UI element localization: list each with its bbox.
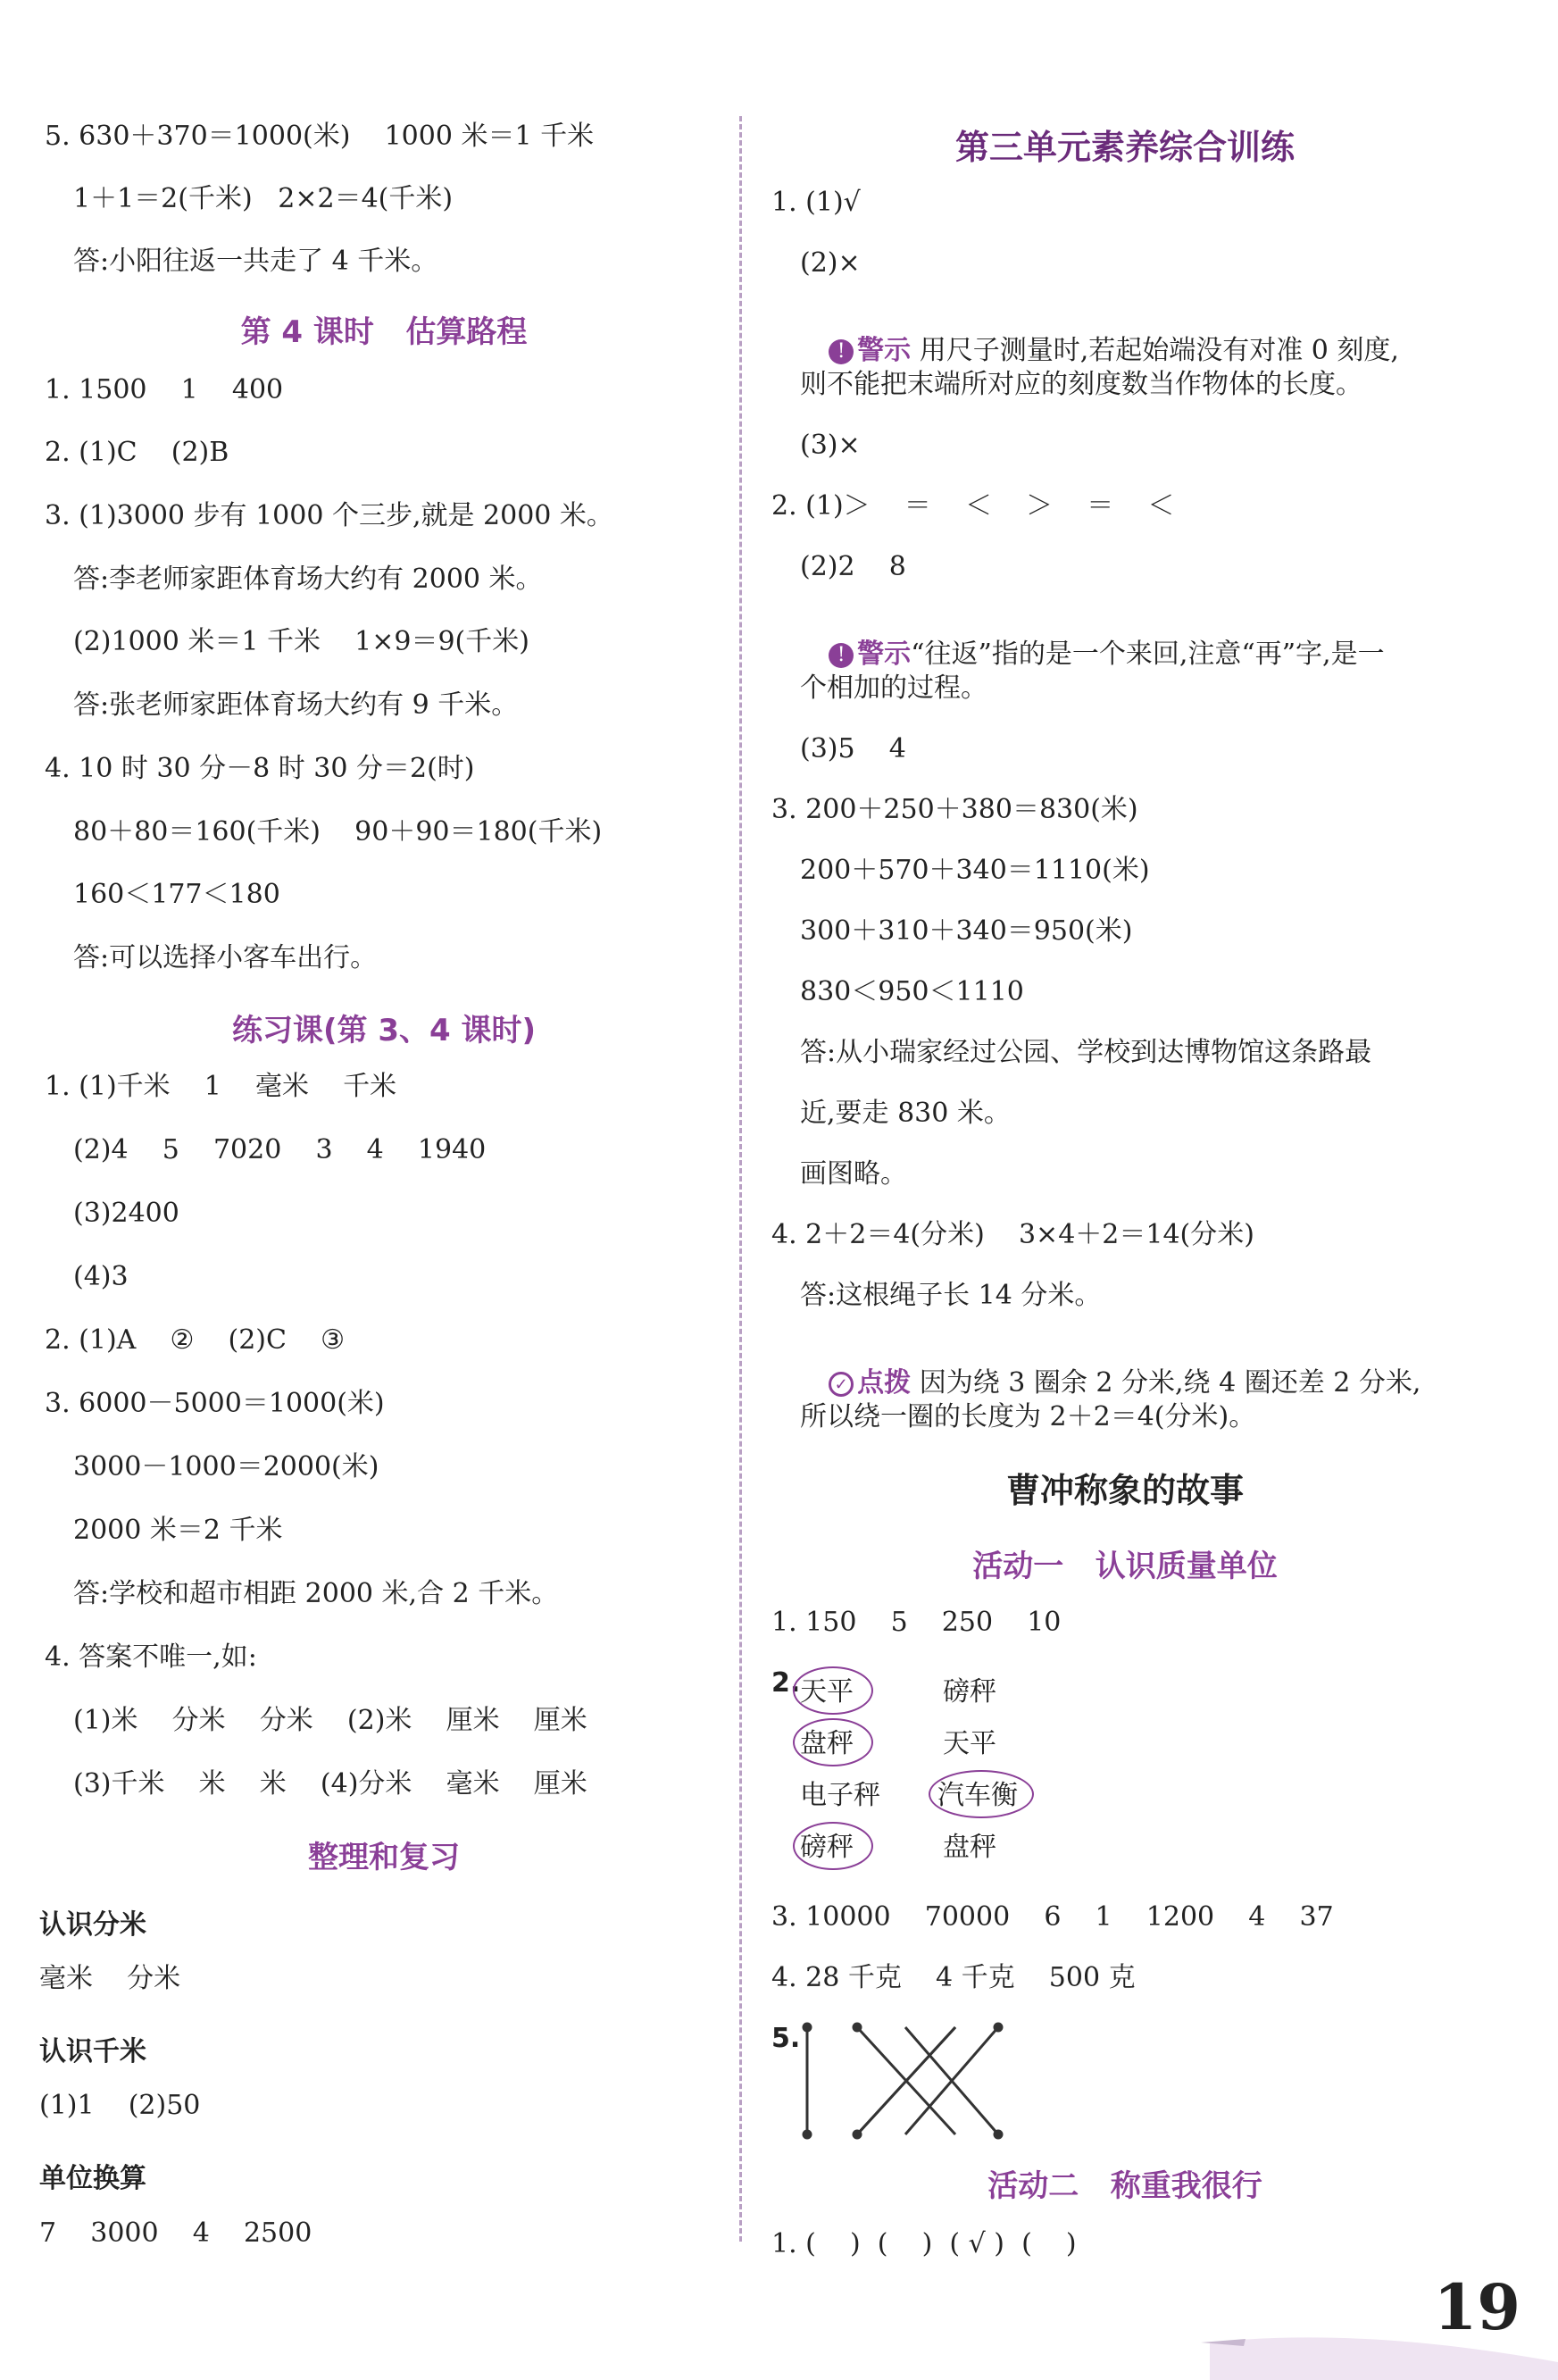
answer-line: 3. 200＋250＋380＝830(米) [771, 794, 1138, 825]
scale-a-3: 磅秤 [800, 1832, 854, 1863]
answer-line: (1)1 (2)50 [39, 2090, 201, 2121]
answer-line: 200＋570＋340＝1110(米) [800, 855, 1150, 886]
answer-line: 则不能把末端所对应的刻度数当作物体的长度。 [800, 369, 1362, 400]
answer-line: 1. 1500 1 400 [45, 374, 284, 405]
practice-title: 练习课(第 3、4 课时) [231, 1013, 537, 1048]
tip-label: 点拨 [857, 1367, 912, 1399]
unit-title: 第三单元素养综合训练 [954, 128, 1295, 167]
warning-icon: ! [829, 643, 854, 668]
answer-line: 3000－1000＝2000(米) [73, 1451, 379, 1482]
circle-mark [929, 1770, 1034, 1818]
dot [854, 2024, 861, 2031]
review-title: 整理和复习 [308, 1840, 460, 1875]
answer-line: 160＜177＜180 [73, 879, 280, 910]
subsection-heading: 认识分米 [39, 1909, 146, 1941]
answer-line: 1. ( ) ( ) ( √ ) ( ) [771, 2228, 1077, 2259]
answer-line: 答:张老师家距体育场大约有 9 千米。 [73, 689, 519, 721]
answer-line: 3. 6000－5000＝1000(米) [45, 1388, 385, 1419]
warning-text: “往返”指的是一个来回,注意“再”字,是一 [911, 639, 1385, 670]
circle-mark [793, 1822, 873, 1870]
answer-line: (1)米 分米 分米 (2)米 厘米 厘米 [73, 1705, 587, 1736]
answer-line: (2)× [800, 247, 861, 279]
answer-line: 3. (1)3000 步有 1000 个三步,就是 2000 米。 [45, 500, 613, 531]
answer-line: 4. 10 时 30 分－8 时 30 分＝2(时) [45, 753, 475, 784]
warning-icon: ! [829, 339, 854, 364]
answer-line: 2. (1)＞ ＝ ＜ ＞ ＝ ＜ [771, 490, 1175, 522]
lesson-4-title: 第 4 课时 估算路程 [240, 314, 528, 350]
dot [995, 2024, 1002, 2031]
answer-line: 近,要走 830 米。 [800, 1098, 1011, 1129]
answer-line: 2000 米＝2 千米 [73, 1515, 283, 1546]
answer-line: 4. 28 千克 4 千克 500 克 [771, 1962, 1136, 1993]
dot [854, 2131, 861, 2138]
tip-icon: ✓ [829, 1372, 854, 1397]
answer-line: 答:可以选择小客车出行。 [73, 942, 378, 973]
answer-line: 答:这根绳子长 14 分米。 [800, 1280, 1102, 1311]
answer-line: 1. (1)千米 1 毫米 千米 [45, 1071, 397, 1102]
answer-line: 80＋80＝160(千米) 90＋90＝180(千米) [73, 816, 603, 848]
activity-1-title: 活动一 认识质量单位 [972, 1549, 1278, 1584]
scale-a-1: 盘秤 [800, 1728, 854, 1759]
answer-line: 830＜950＜1110 [800, 976, 1024, 1007]
scale-a-0: 天平 [800, 1676, 854, 1708]
scale-b-0: 磅秤 [943, 1676, 996, 1708]
answer-line: 1. (1)√ [771, 187, 861, 218]
answer-line: 答:学校和超市相距 2000 米,合 2 千米。 [73, 1578, 559, 1609]
answer-line: (2)2 8 [800, 551, 906, 582]
answer-line: 4. 答案不唯一,如: [45, 1641, 257, 1673]
answer-line: 7 3000 4 2500 [39, 2217, 312, 2249]
answer-line: (3)5 4 [800, 733, 906, 764]
answer-line: (2)4 5 7020 3 4 1940 [73, 1134, 487, 1165]
answer-line: 个相加的过程。 [800, 672, 987, 704]
scale-b-3: 盘秤 [943, 1832, 996, 1863]
scale-b-2: 汽车衡 [937, 1780, 1018, 1811]
scale-b-1: 天平 [943, 1728, 996, 1759]
story-title: 曹冲称象的故事 [1005, 1471, 1244, 1510]
scale-a-2: 电子秤 [800, 1780, 880, 1811]
activity-2-title: 活动二 称重我很行 [987, 2168, 1262, 2204]
circle-mark [793, 1666, 873, 1715]
answer-line: 4. 2＋2＝4(分米) 3×4＋2＝14(分米) [771, 1219, 1254, 1250]
answer-line: 300＋310＋340＝950(米) [800, 915, 1133, 947]
answer-line: 5. 630＋370＝1000(米) 1000 米＝1 千米 [45, 121, 595, 152]
subsection-heading: 认识千米 [39, 2036, 146, 2067]
column-divider [739, 116, 742, 2242]
answer-line: 3. 10000 70000 6 1 1200 4 37 [771, 1901, 1334, 1933]
dot [804, 2024, 811, 2031]
matching-lines-diagram [795, 2018, 1009, 2143]
answer-line: 答:李老师家距体育场大约有 2000 米。 [73, 564, 543, 595]
warning-label: 警示 [857, 639, 912, 670]
answer-line: (2)1000 米＝1 千米 1×9＝9(千米) [73, 626, 529, 657]
answer-line: 画图略。 [800, 1158, 907, 1190]
answer-line: (3)千米 米 米 (4)分米 毫米 厘米 [73, 1768, 587, 1800]
subsection-heading: 单位换算 [39, 2163, 146, 2194]
answer-line: 所以绕一圈的长度为 2＋2＝4(分米)。 [800, 1401, 1256, 1432]
dot [804, 2131, 811, 2138]
answer-line: 答:从小瑞家经过公园、学校到达博物馆这条路最 [800, 1037, 1372, 1068]
answer-line: 2. (1)A ② (2)C ③ [45, 1324, 345, 1356]
answer-line: 毫米 分米 [39, 1963, 181, 1994]
answer-line: (3)2400 [73, 1198, 179, 1229]
question-number: 2. [771, 1667, 801, 1699]
question-number: 5. [771, 2023, 801, 2054]
warning-label: 警示 [857, 335, 912, 366]
tip-text: 因为绕 3 圈余 2 分米,绕 4 圈还差 2 分米, [911, 1367, 1421, 1399]
warning-text: 用尺子测量时,若起始端没有对准 0 刻度, [911, 335, 1399, 366]
answer-line: 1＋1＝2(千米) 2×2＝4(千米) [73, 183, 454, 214]
answer-line: 2. (1)C (2)B [45, 437, 229, 468]
page-number: 19 [1433, 2270, 1521, 2344]
dot [995, 2131, 1002, 2138]
answer-line: (3)× [800, 430, 861, 461]
answer-line: 答:小阳往返一共走了 4 千米。 [73, 246, 438, 277]
answer-line: (4)3 [73, 1261, 129, 1292]
circle-mark [793, 1718, 873, 1766]
answer-line: 1. 150 5 250 10 [771, 1607, 1062, 1638]
